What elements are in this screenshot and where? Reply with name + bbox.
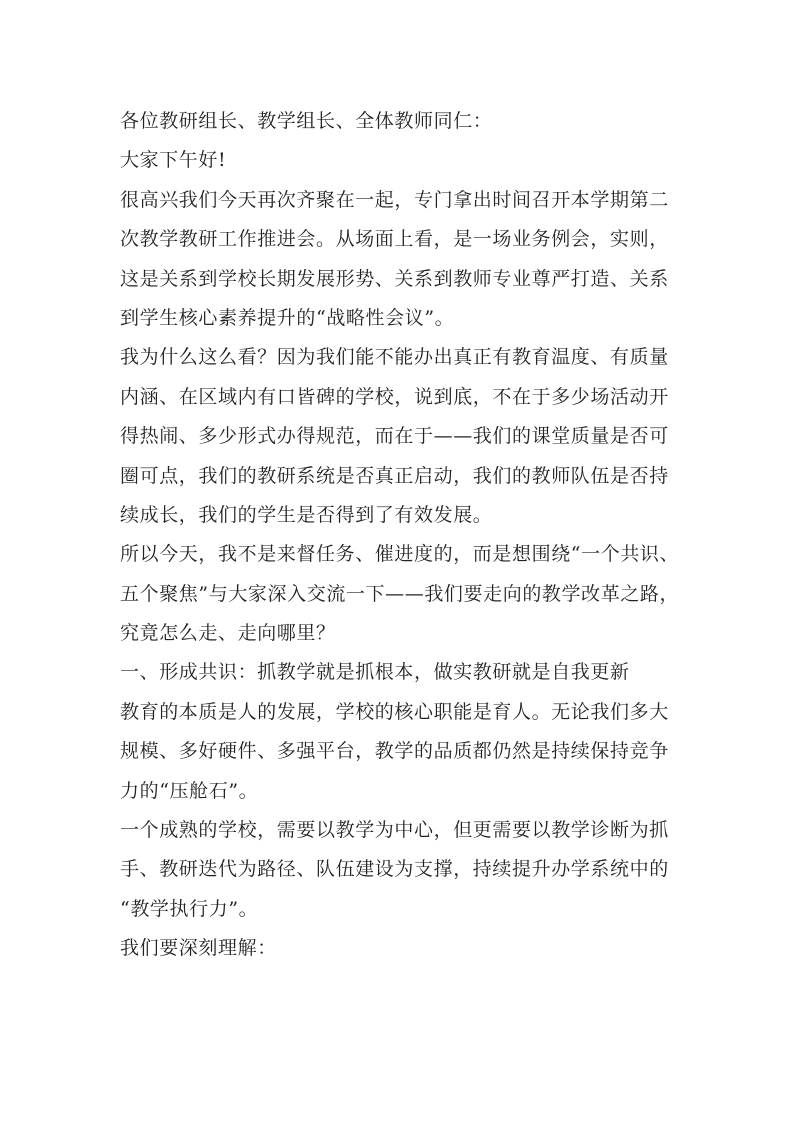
text-line: 我们要深刻理解： <box>120 937 277 960</box>
text-line: 一个成熟的学校，需要以教学为中心，但更需要以教学诊断为抓 <box>120 819 669 842</box>
paragraph <box>120 141 680 180</box>
text-line: 这是关系到学校长期发展形势、关系到教师专业尊严打造、关系 <box>120 267 669 290</box>
paragraph <box>120 929 680 968</box>
text-line: 所以今天，我不是来督任务、催进度的，而是想围绕“一个共识、 <box>120 543 680 566</box>
text-line: 续成长，我们的学生是否得到了有效发展。 <box>120 503 493 526</box>
paragraph <box>120 811 680 929</box>
paragraph <box>120 535 680 653</box>
text-line: 教育的本质是人的发展，学校的核心职能是育人。无论我们多大 <box>120 700 669 723</box>
text-line: 我为什么这么看？因为我们能不能办出真正有教育温度、有质量 <box>120 346 669 369</box>
text-line: 得热闹、多少形式办得规范，而在于——我们的课堂质量是否可 <box>120 425 669 448</box>
text-line: 手、教研迭代为路径、队伍建设为支撑，持续提升办学系统中的 <box>120 858 669 881</box>
paragraph <box>120 693 680 811</box>
paragraph <box>120 181 680 339</box>
text-line: 究竟怎么走、走向哪里？ <box>120 622 336 645</box>
text-line: “教学执行力”。 <box>120 897 259 920</box>
text-line: 很高兴我们今天再次齐聚在一起，专门拿出时间召开本学期第二 <box>120 188 669 211</box>
text-line: 各位教研组长、教学组长、全体教师同仁： <box>120 110 493 132</box>
text-line: 内涵、在区域内有口皆碑的学校，说到底，不在于多少场活动开 <box>120 385 669 408</box>
paragraph <box>120 102 680 141</box>
text-line: 五个聚焦”与大家深入交流一下——我们要走向的教学改革之路， <box>120 582 680 605</box>
text-line: 大家下午好! <box>120 149 227 172</box>
text-line: 力的“压舱石”。 <box>120 779 259 802</box>
document-page <box>120 102 680 969</box>
text-line: 规模、多好硬件、多强平台，教学的品质都仍然是持续保持竞争 <box>120 740 669 763</box>
paragraph <box>120 338 680 535</box>
text-line: 次教学教研工作推进会。从场面上看，是一场业务例会，实则， <box>120 228 669 251</box>
section-heading <box>120 653 680 692</box>
text-line: 一、形成共识：抓教学就是抓根本，做实教研就是自我更新 <box>120 661 630 684</box>
text-line: 圈可点，我们的教研系统是否真正启动，我们的教师队伍是否持 <box>120 464 669 487</box>
text-line: 到学生核心素养提升的“战略性会议”。 <box>120 306 455 329</box>
